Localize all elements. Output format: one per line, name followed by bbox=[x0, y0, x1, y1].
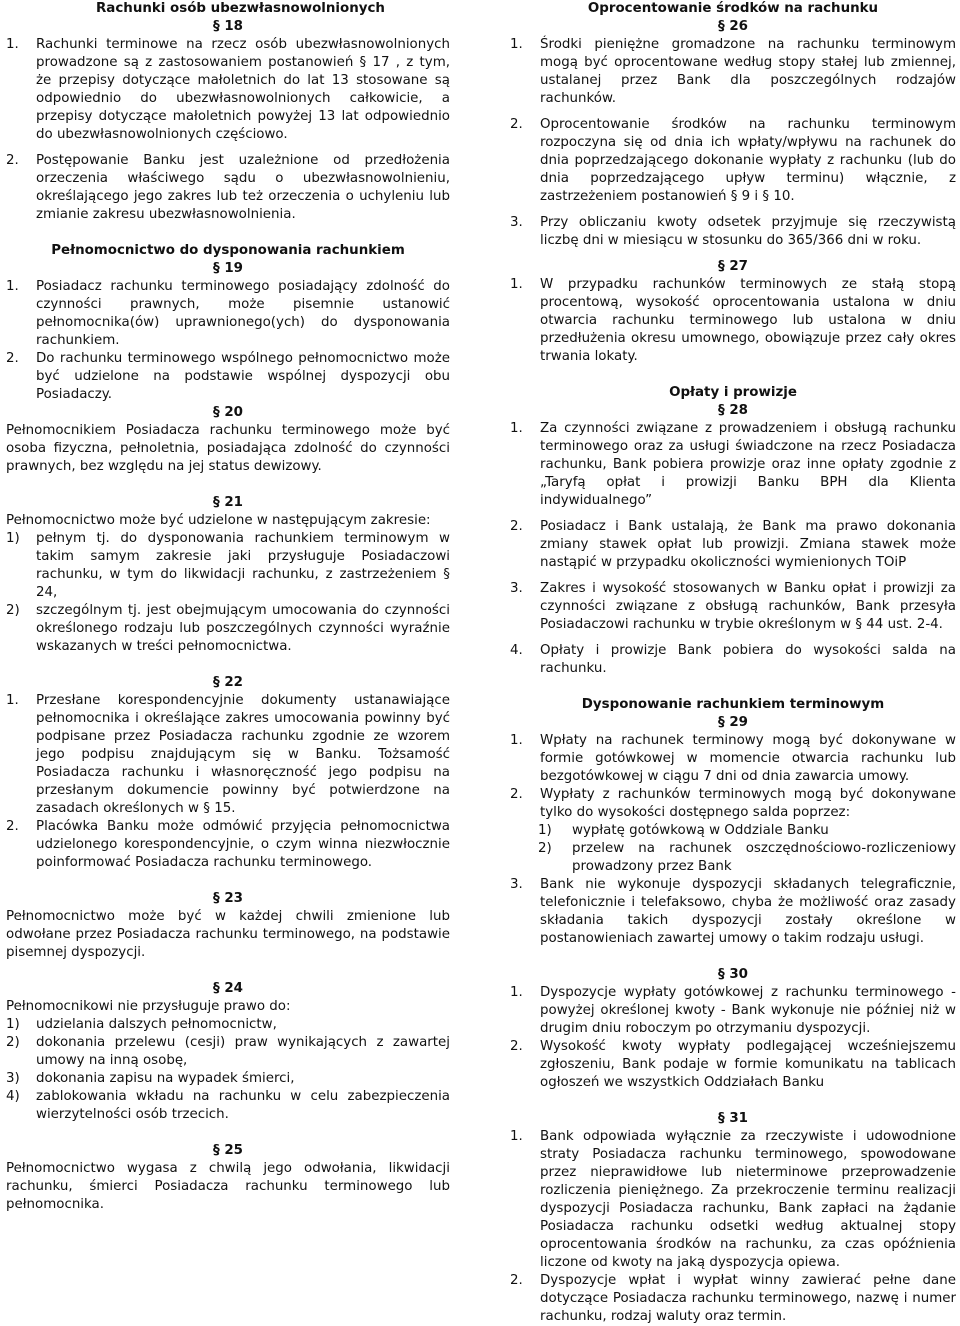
list-item bbox=[510, 1272, 956, 1326]
item-number: 1. bbox=[510, 37, 523, 52]
item-number: 1. bbox=[6, 279, 19, 294]
item-number: 3) bbox=[6, 1071, 20, 1086]
item-text: dokonania zapisu na wypadek śmierci, bbox=[36, 1071, 295, 1086]
paragraph-text: Pełnomocnictwo wygasa z chwilą jego odwołania, likwidacji rachunku, śmierci Posiadacza rachunku terminowego lub pełnomocnika. bbox=[6, 1161, 450, 1212]
section-heading: Opłaty i prowizje bbox=[669, 385, 797, 400]
paragraph-number: § 29 bbox=[718, 715, 748, 730]
list-item bbox=[6, 530, 450, 602]
section-heading: Dysponowanie rachunkiem terminowym bbox=[581, 697, 885, 712]
item-number: 2. bbox=[6, 153, 19, 168]
item-text: zablokowania wkładu na rachunku w celu zabezpieczenia wierzytelności osób trzecich. bbox=[36, 1089, 450, 1122]
item-number: 3. bbox=[510, 215, 523, 230]
list-item bbox=[510, 420, 956, 510]
item-text: przelew na rachunek oszczędnościowo-rozliczeniowy prowadzony przez Bank bbox=[572, 841, 956, 874]
list-item bbox=[510, 642, 956, 678]
paragraph-number: § 26 bbox=[718, 19, 748, 34]
item-text: Za czynności związane z prowadzeniem i obsługą rachunku terminowego oraz za usługi świadczone na rzecz Posiadacza rachunku, Bank pobiera prowizje oraz inne opłaty zgodnie z „Taryfą opłat i prowizji Banku BPH dla Klienta indywidualnego” bbox=[540, 421, 956, 508]
item-number: 2. bbox=[6, 819, 19, 834]
paragraph-number: § 21 bbox=[213, 495, 243, 510]
paragraph-number: § 27 bbox=[718, 259, 748, 274]
item-number: 2. bbox=[6, 351, 19, 366]
list-item bbox=[510, 214, 956, 250]
item-number: 4) bbox=[6, 1089, 20, 1104]
item-text: W przypadku rachunków terminowych ze stałą stopą procentową, wysokość oprocentowania ustalona w dniu otwarcia rachunku terminowego lub ustalona w dniu przedłużenia okresu umownego, obowiązuje przez cały okres trwania lokaty. bbox=[540, 277, 956, 364]
item-text: Postępowanie Banku jest uzależnione od przedłożenia orzeczenia właściwego sądu o ubezwłasnowolnieniu, określającego jego zakres lub też orzeczenia o uchyleniu lub zmianie zakresu ubezwłasnowolnienia. bbox=[36, 153, 450, 222]
list-item bbox=[510, 580, 956, 634]
list-item bbox=[6, 278, 450, 350]
item-text: Placówka Banku może odmówić przyjęcia pełnomocnictwa udzielonego korespondencyjnie, o czym winna niezwłocznie poinformować Posiadacza rachunku terminowego. bbox=[36, 819, 450, 870]
item-number: 1) bbox=[6, 531, 20, 546]
paragraph-number: § 20 bbox=[213, 405, 243, 420]
item-text: Posiadacz rachunku terminowego posiadający zdolność do czynności prawnych, może pisemnie ustanowić pełnomocnika(ów) uprawnionego(ych) do dysponowania rachunkiem. bbox=[36, 279, 450, 348]
list-item bbox=[6, 602, 450, 656]
item-number: 2) bbox=[6, 603, 20, 618]
list-item bbox=[510, 984, 956, 1038]
list-item bbox=[6, 1070, 450, 1088]
item-text: szczególnym tj. jest obejmującym umocowania do czynności określonego rodzaju lub poszczególnych czynności wyraźnie wskazanych w treści pełnomocnictwa. bbox=[36, 603, 450, 654]
list-item bbox=[510, 1038, 956, 1092]
list-item bbox=[6, 1016, 450, 1034]
item-text: Przy obliczaniu kwoty odsetek przyjmuje się rzeczywistą liczbę dni w miesiącu w stosunku do 365/366 dni w roku. bbox=[540, 215, 956, 248]
item-number: 1. bbox=[510, 733, 523, 748]
paragraph-number: § 23 bbox=[213, 891, 243, 906]
paragraph-number: § 30 bbox=[718, 967, 748, 982]
item-text: Wpłaty na rachunek terminowy mogą być dokonywane w formie gotówkowej w momencie otwarcia rachunku lub bezgotówkowej w ciągu 7 dni od dnia zawarcia umowy. bbox=[540, 733, 956, 784]
paragraph-text: Pełnomocnictwo może być w każdej chwili zmienione lub odwołane przez Posiadacza rachunku terminowego, na podstawie pisemnej dyspozycji. bbox=[6, 909, 450, 960]
sub-list-item bbox=[510, 822, 956, 840]
item-text: Dyspozycje wpłat i wypłat winny zawierać pełne dane dotyczące Posiadacza rachunku terminowego, nazwę i numer rachunku, rodzaj waluty oraz termin. bbox=[540, 1273, 956, 1324]
left-column bbox=[6, 0, 450, 1214]
section-heading: Pełnomocnictwo do dysponowania rachunkiem bbox=[51, 243, 405, 258]
item-number: 3. bbox=[510, 877, 523, 892]
list-item bbox=[6, 152, 450, 224]
item-number: 1) bbox=[538, 823, 552, 838]
list-item bbox=[510, 732, 956, 786]
section-heading: Rachunki osób ubezwłasnowolnionych bbox=[96, 1, 385, 16]
item-text: pełnym tj. do dysponowania rachunkiem terminowym w takim samym zakresie jaki przysługuje Posiadaczowi rachunku, w tym do likwidacji rachunku, z zastrzeżeniem § 24, bbox=[36, 531, 450, 600]
paragraph-number: § 25 bbox=[213, 1143, 243, 1158]
list-item bbox=[510, 1128, 956, 1272]
paragraph-number: § 22 bbox=[213, 675, 243, 690]
item-number: 2) bbox=[538, 841, 552, 856]
item-number: 1) bbox=[6, 1017, 20, 1032]
item-text: Zakres i wysokość stosowanych w Banku opłat i prowizji za czynności związane z obsługą rachunków, Bank przesyła Posiadaczowi rachunku w trybie określonym w § 44 ust. 2-4. bbox=[540, 581, 956, 632]
item-number: 2) bbox=[6, 1035, 20, 1050]
item-text: Wypłaty z rachunków terminowych mogą być dokonywane tylko do wysokości dostępnego salda poprzez: bbox=[540, 787, 956, 820]
item-number: 2. bbox=[510, 1273, 523, 1288]
item-text: Wysokość kwoty wypłaty podlegającej wcześniejszemu zgłoszeniu, Bank podaje w formie komunikatu na tablicach ogłoszeń we wszystkich Oddziałach Banku bbox=[540, 1039, 956, 1090]
paragraph-number: § 24 bbox=[213, 981, 243, 996]
list-item bbox=[510, 518, 956, 572]
list-item bbox=[510, 116, 956, 206]
item-text: Posiadacz i Bank ustalają, że Bank ma prawo dokonania zmiany stawek opłat lub prowizji. Zmiana stawek może nastąpić w przypadku okoliczności wymienionych TOiP bbox=[540, 519, 956, 570]
paragraph-number: § 18 bbox=[213, 19, 243, 34]
item-text: Środki pieniężne gromadzone na rachunku terminowym mogą być oprocentowane według stopy stałej lub zmiennej, ustalanej przez Bank dla poszczególnych rodzajów rachunków. bbox=[540, 37, 956, 106]
item-number: 2. bbox=[510, 519, 523, 534]
item-text: Opłaty i prowizje Bank pobiera do wysokości salda na rachunku. bbox=[540, 643, 956, 676]
section-heading: Oprocentowanie środków na rachunku bbox=[587, 1, 879, 16]
item-text: Oprocentowanie środków na rachunku terminowym rozpoczyna się od dnia ich wpłaty/wpływu na rachunek do dnia poprzedzającego dokonanie wypłaty z rachunku (lub do dnia poprzedzającego upływ terminu) włącznie, z zastrzeżeniem postanowień § 9 i § 10. bbox=[540, 117, 956, 204]
item-number: 4. bbox=[510, 643, 523, 658]
item-number: 2. bbox=[510, 1039, 523, 1054]
item-number: 2. bbox=[510, 117, 523, 132]
item-number: 2. bbox=[510, 787, 523, 802]
paragraph-number: § 31 bbox=[718, 1111, 748, 1126]
list-item bbox=[6, 36, 450, 144]
item-number: 1. bbox=[6, 693, 19, 708]
item-text: wypłatę gotówkową w Oddziale Banku bbox=[572, 823, 829, 838]
item-number: 1. bbox=[510, 1129, 523, 1144]
item-number: 1. bbox=[510, 277, 523, 292]
list-item bbox=[510, 786, 956, 822]
item-text: Przesłane korespondencyjnie dokumenty ustanawiające pełnomocnika i określające zakres umocowania powinny być podpisane przez Posiadacza rachunku zgodnie ze wzorem jego podpisu znajdującym się w Banku. Tożsamość Posiadacza rachunku i własnoręczność jego podpisu na przesłanym dokumencie powinny być potwierdzone na zasadach określonych w § 15. bbox=[36, 693, 450, 816]
list-item bbox=[510, 276, 956, 366]
list-item bbox=[6, 1088, 450, 1124]
sub-list-item bbox=[510, 840, 956, 876]
item-text: Bank odpowiada wyłącznie za rzeczywiste i udowodnione straty Posiadacza rachunku terminowego, spowodowane przez nieprawidłowe lub nieterminowe przeprowadzenie rozliczenia pieniężnego. Za przekroczenie terminu realizacji dyspozycji Posiadacza rachunku, Bank zapłaci na żądanie Posiadacza rachunku odsetki według aktualnej stopy oprocentowania środków na rachunku, za czas opóźnienia liczone od kwoty na jaką dyspozycja opiewa. bbox=[540, 1129, 956, 1270]
item-number: 1. bbox=[510, 421, 523, 436]
paragraph-text: Pełnomocnikowi nie przysługuje prawo do: bbox=[6, 999, 291, 1014]
item-text: Bank nie wykonuje dyspozycji składanych telegraficznie, telefonicznie i telefaksowo, chyba że możliwość oraz zasady składania takich dyspozycji zostały określone w postanowieniach zawartej umowy o takim rodzaju usługi. bbox=[540, 877, 956, 946]
item-number: 3. bbox=[510, 581, 523, 596]
list-item bbox=[510, 876, 956, 948]
paragraph-text: Pełnomocnikiem Posiadacza rachunku terminowego może być osoba fizyczna, pełnoletnia, posiadająca zdolność do czynności prawnych, bez względu na jej status dewizowy. bbox=[6, 423, 450, 474]
list-item bbox=[510, 36, 956, 108]
item-text: Do rachunku terminowego wspólnego pełnomocnictwo może być udzielone na podstawie wspólnej dyspozycji obu Posiadaczy. bbox=[36, 351, 450, 402]
right-column bbox=[510, 0, 956, 1326]
paragraph-text: Pełnomocnictwo może być udzielone w następującym zakresie: bbox=[6, 513, 431, 528]
item-text: udzielania dalszych pełnomocnictw, bbox=[36, 1017, 277, 1032]
list-item bbox=[6, 692, 450, 818]
list-item bbox=[6, 350, 450, 404]
list-item bbox=[6, 818, 450, 872]
item-text: Rachunki terminowe na rzecz osób ubezwłasnowolnionych prowadzone są z zastosowaniem postanowień § 17 , z tym, że przepisy dotyczące małoletnich do lat 13 stosowane są odpowiednio do ubezwłasnowolnionych całkowicie, a przepisy dotyczące małoletnich powyżej 13 lat odpowiednio do ubezwłasnowolnionych częściowo. bbox=[36, 37, 450, 142]
paragraph-number: § 19 bbox=[213, 261, 243, 276]
list-item bbox=[6, 1034, 450, 1070]
item-number: 1. bbox=[510, 985, 523, 1000]
item-text: dokonania przelewu (cesji) praw wynikających z zawartej umowy na inną osobę, bbox=[36, 1035, 450, 1068]
item-text: Dyspozycje wypłaty gotówkowej z rachunku terminowego - powyżej określonej kwoty - Bank wykonuje nie później niż w drugim dniu roboczym po otrzymaniu dyspozycji. bbox=[540, 985, 956, 1036]
paragraph-number: § 28 bbox=[718, 403, 748, 418]
item-number: 1. bbox=[6, 37, 19, 52]
